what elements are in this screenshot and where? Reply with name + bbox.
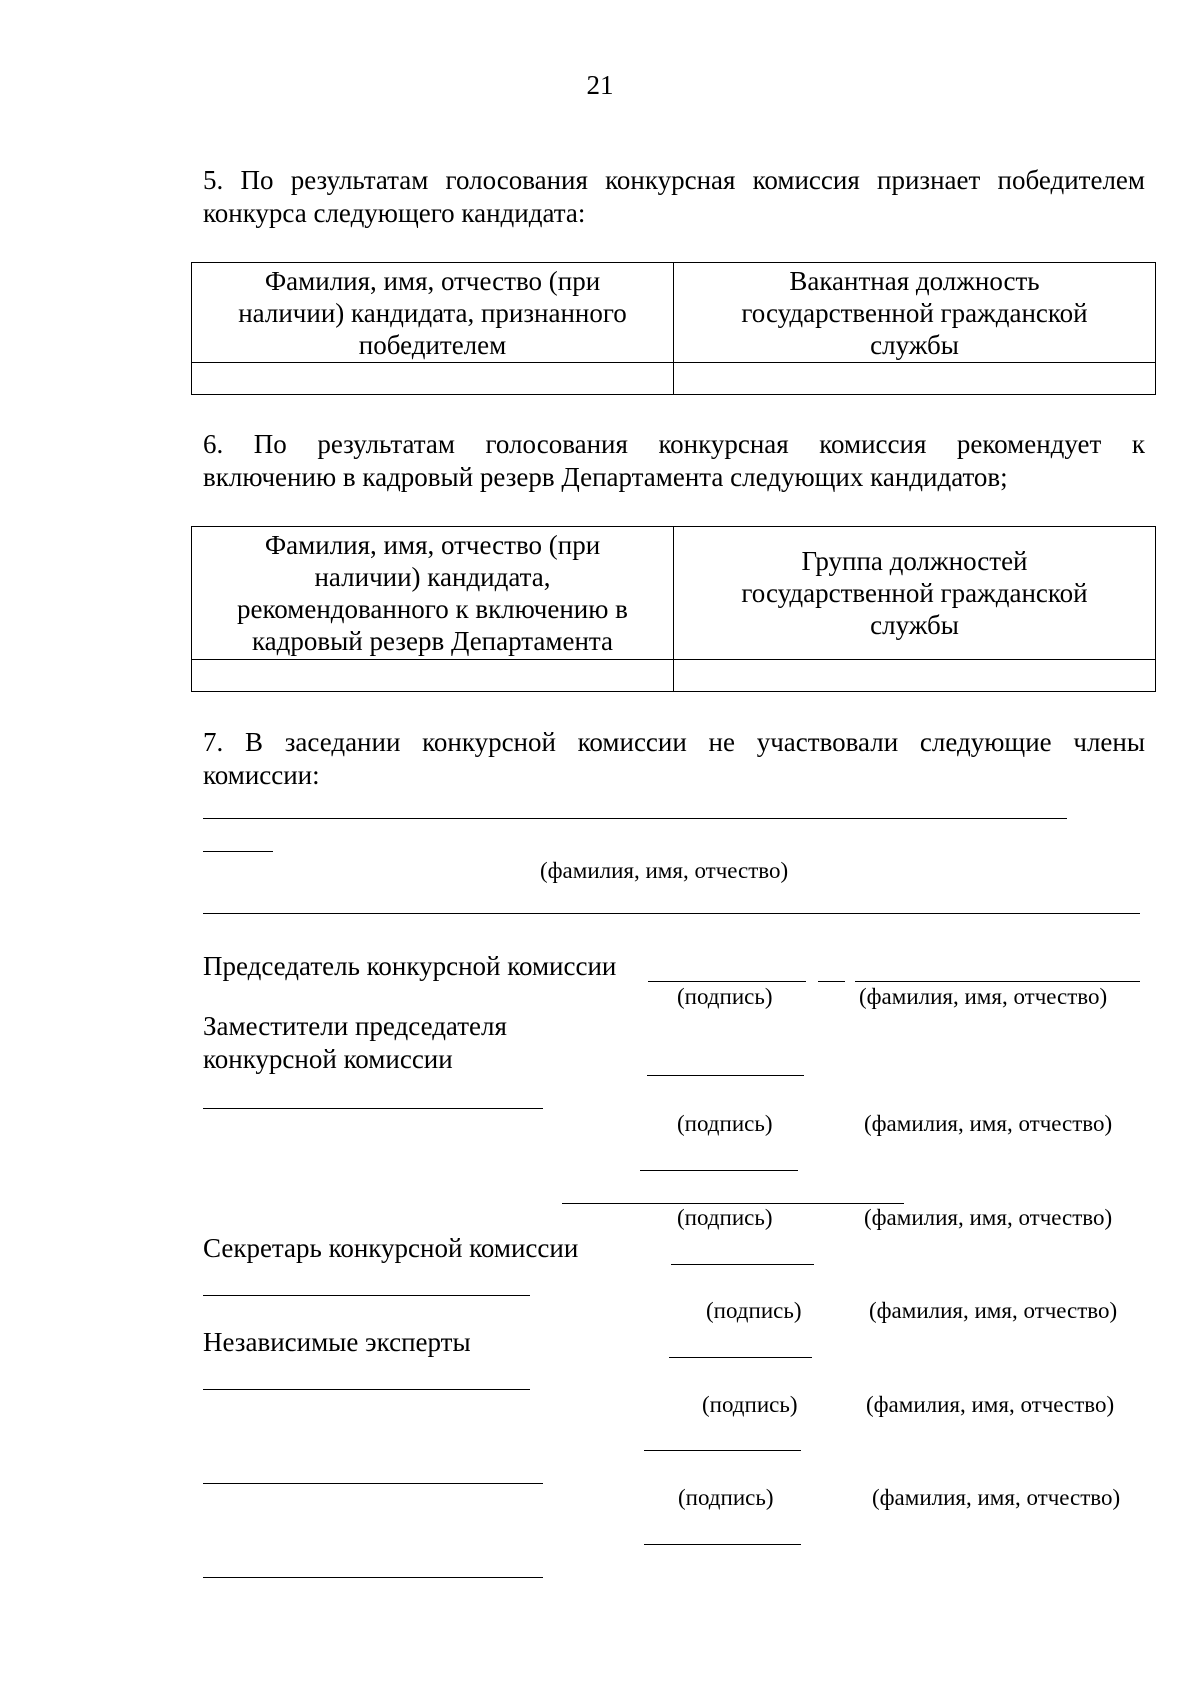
secretary-signature-hint: (подпись) (706, 1298, 802, 1323)
deputy-2-signature-line[interactable] (640, 1170, 798, 1171)
secretary-signature-line[interactable] (671, 1264, 814, 1265)
reserve-table-cell-candidate[interactable] (192, 660, 674, 692)
expert-2-fio-hint: (фамилия, имя, отчество) (872, 1485, 1121, 1510)
winner-table-row (192, 363, 1156, 395)
deputy-2-signature-hint: (подпись) (677, 1205, 773, 1230)
winner-table-header-row (192, 263, 1156, 363)
expert-2-signature-hint: (подпись) (678, 1485, 774, 1510)
reserve-table-header-candidate: Фамилия, имя, отчество (при наличии) кандидата, рекомендованного к включению в кадровый резерв Департамента (192, 527, 674, 660)
section-5-text (203, 164, 1145, 230)
expert-1-signature-line[interactable] (669, 1357, 812, 1358)
expert-1-fio-line[interactable] (203, 1389, 530, 1390)
deputies-label-line-1: Заместители председателя (203, 1011, 507, 1041)
expert-1-fio-hint: (фамилия, имя, отчество) (866, 1392, 1115, 1417)
deputy-1-fio-line[interactable] (203, 1108, 543, 1109)
section-7-text (203, 726, 1145, 792)
winner-table-header-candidate: Фамилия, имя, отчество (при наличии) кандидата, признанного победителем (192, 263, 674, 363)
winner-table-header-position: Вакантная должность государственной гражданской службы (674, 263, 1156, 363)
expert-2-fio-line[interactable] (203, 1483, 543, 1484)
expert-2-signature-line[interactable] (644, 1450, 801, 1451)
absent-members-line-1-continued[interactable] (203, 851, 273, 852)
winner-table-cell-position[interactable] (674, 363, 1156, 395)
chairman-fio-line[interactable] (855, 981, 1140, 982)
expert-3-fio-line[interactable] (203, 1577, 543, 1578)
chairman-signature-hint: (подпись) (677, 984, 773, 1009)
section-5-line-1: 5. По результатам голосования конкурсная комиссия признает победителем (203, 165, 1145, 195)
winner-table-cell-candidate[interactable] (192, 363, 674, 395)
page-number: 21 (586, 70, 614, 100)
section-7-line-1: 7. В заседании конкурсной комиссии не участвовали следующие члены (203, 727, 1145, 757)
reserve-table-cell-group[interactable] (674, 660, 1156, 692)
deputies-label-line-2: конкурсной комиссии (203, 1044, 453, 1074)
expert-3-signature-line[interactable] (644, 1544, 801, 1545)
deputy-1-fio-hint: (фамилия, имя, отчество) (864, 1111, 1113, 1136)
secretary-label: Секретарь конкурсной комиссии (203, 1233, 579, 1263)
absent-members-line-2[interactable] (203, 913, 1140, 914)
section-5-line-2: конкурса следующего кандидата: (203, 198, 586, 228)
deputy-1-signature-line[interactable] (647, 1075, 804, 1076)
secretary-fio-line[interactable] (203, 1295, 530, 1296)
section-7-line-2: комиссии: (203, 760, 320, 790)
section-6-text (203, 428, 1145, 494)
chairman-signature-line[interactable] (648, 981, 806, 982)
section-6-line-1: 6. По результатам голосования конкурсная комиссия рекомендует к (203, 429, 1145, 459)
absent-members-line-1[interactable] (203, 818, 1067, 819)
experts-label: Независимые эксперты (203, 1327, 471, 1357)
expert-1-signature-hint: (подпись) (702, 1392, 798, 1417)
deputy-1-signature-hint: (подпись) (677, 1111, 773, 1136)
deputy-2-fio-hint: (фамилия, имя, отчество) (864, 1205, 1113, 1230)
reserve-table (191, 526, 1156, 692)
absent-members-fio-hint: (фамилия, имя, отчество) (540, 858, 789, 883)
reserve-table-row (192, 660, 1156, 692)
chairman-label: Председатель конкурсной комиссии (203, 951, 617, 981)
winner-table (191, 262, 1156, 395)
chairman-dash-line (818, 981, 845, 982)
section-6-line-2: включению в кадровый резерв Департамента следующих кандидатов; (203, 462, 1008, 492)
reserve-table-header-group: Группа должностей государственной гражданской службы (674, 527, 1156, 660)
secretary-fio-hint: (фамилия, имя, отчество) (869, 1298, 1118, 1323)
reserve-table-header-row (192, 527, 1156, 660)
chairman-fio-hint: (фамилия, имя, отчество) (859, 984, 1108, 1009)
